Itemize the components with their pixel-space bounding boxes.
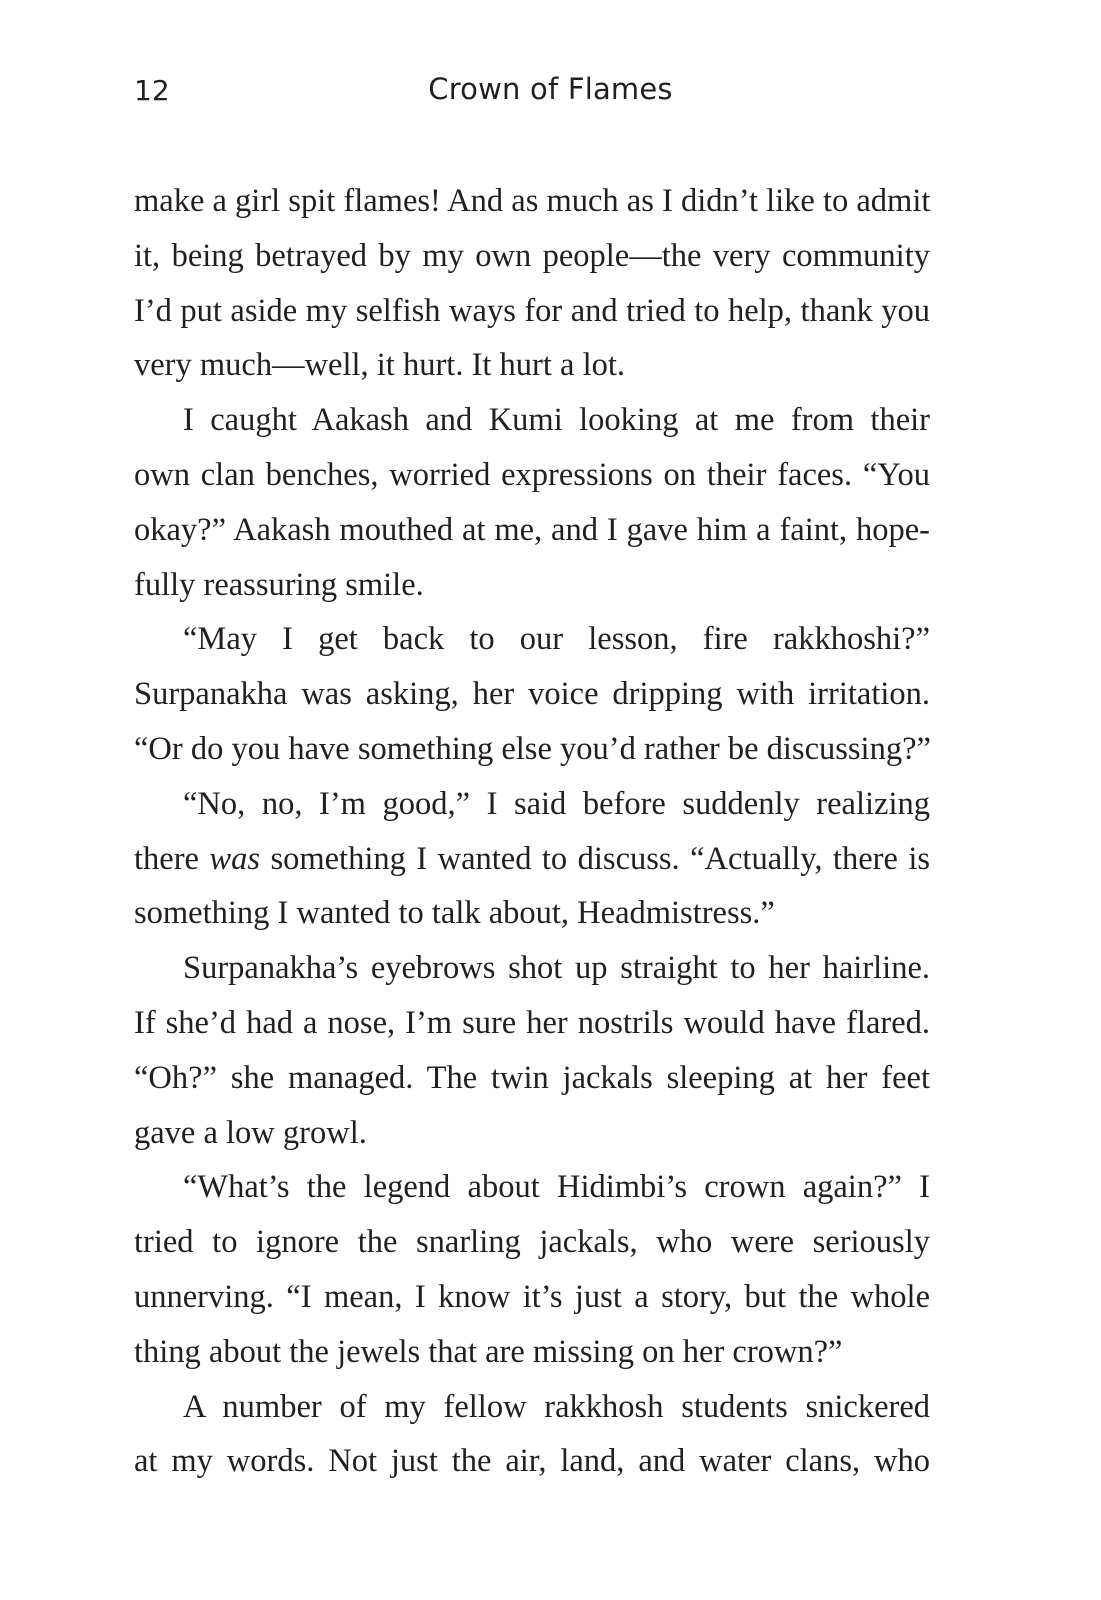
text-line: Surpanakha was asking, her voice dripping with irritation. xyxy=(134,676,930,713)
text-line: own clan benches, worried expressions on their faces. “You xyxy=(134,456,930,493)
paragraph xyxy=(134,777,930,941)
text-line: something I wanted to talk about, Headmistress.” xyxy=(134,895,775,932)
text-line: thing about the jewels that are missing on her crown?” xyxy=(134,1333,843,1370)
page-number: 12 xyxy=(134,74,170,107)
text-line: very much—well, it hurt. It hurt a lot. xyxy=(134,347,626,384)
text-line: A number of my fellow rakkhosh students snickered xyxy=(183,1388,930,1425)
paragraph xyxy=(134,174,930,393)
text-line: tried to ignore the snarling jackals, who were seriously xyxy=(134,1224,930,1261)
page-header xyxy=(134,66,967,114)
text-line: fully reassuring smile. xyxy=(134,566,424,603)
paragraph xyxy=(134,393,930,612)
text-line: okay?” Aakash mouthed at me, and I gave him a faint, hope- xyxy=(134,511,930,548)
paragraph xyxy=(134,941,930,1160)
text-line: I’d put aside my selfish ways for and tried to help, thank you xyxy=(134,292,930,329)
emphasis-word: was xyxy=(209,840,260,877)
paragraph xyxy=(134,1380,930,1490)
text-line: unnerving. “I mean, I know it’s just a story, but the whole xyxy=(134,1278,930,1315)
text-line: at my words. Not just the air, land, and water clans, who xyxy=(134,1443,930,1480)
text-line: If she’d had a nose, I’m sure her nostrils would have flared. xyxy=(134,1004,930,1041)
body-text xyxy=(134,174,930,1489)
text-line: “What’s the legend about Hidimbi’s crown again?” I xyxy=(183,1169,930,1206)
paragraph xyxy=(134,1160,930,1379)
text-line: “May I get back to our lesson, fire rakkhoshi?” xyxy=(183,621,930,658)
text-segment: something I wanted to discuss. “Actually, there is xyxy=(260,840,931,877)
text-line: it, being betrayed by my own people—the very community xyxy=(134,237,930,274)
text-line: I caught Aakash and Kumi looking at me from their xyxy=(183,402,930,439)
text-line: “Or do you have something else you’d rather be discussing?” xyxy=(134,730,931,767)
text-line-with-emphasis xyxy=(134,832,930,887)
text-line: “Oh?” she managed. The twin jackals sleeping at her feet xyxy=(134,1059,930,1096)
text-line: Surpanakha’s eyebrows shot up straight to her hairline. xyxy=(183,950,930,987)
paragraph xyxy=(134,612,930,776)
text-line: gave a low growl. xyxy=(134,1114,367,1151)
text-line: make a girl spit flames! And as much as I didn’t like to admit xyxy=(134,183,931,219)
text-line: “No, no, I’m good,” I said before suddenly realizing xyxy=(183,785,930,822)
text-segment: there xyxy=(134,840,210,877)
running-title: Crown of Flames xyxy=(428,72,673,106)
